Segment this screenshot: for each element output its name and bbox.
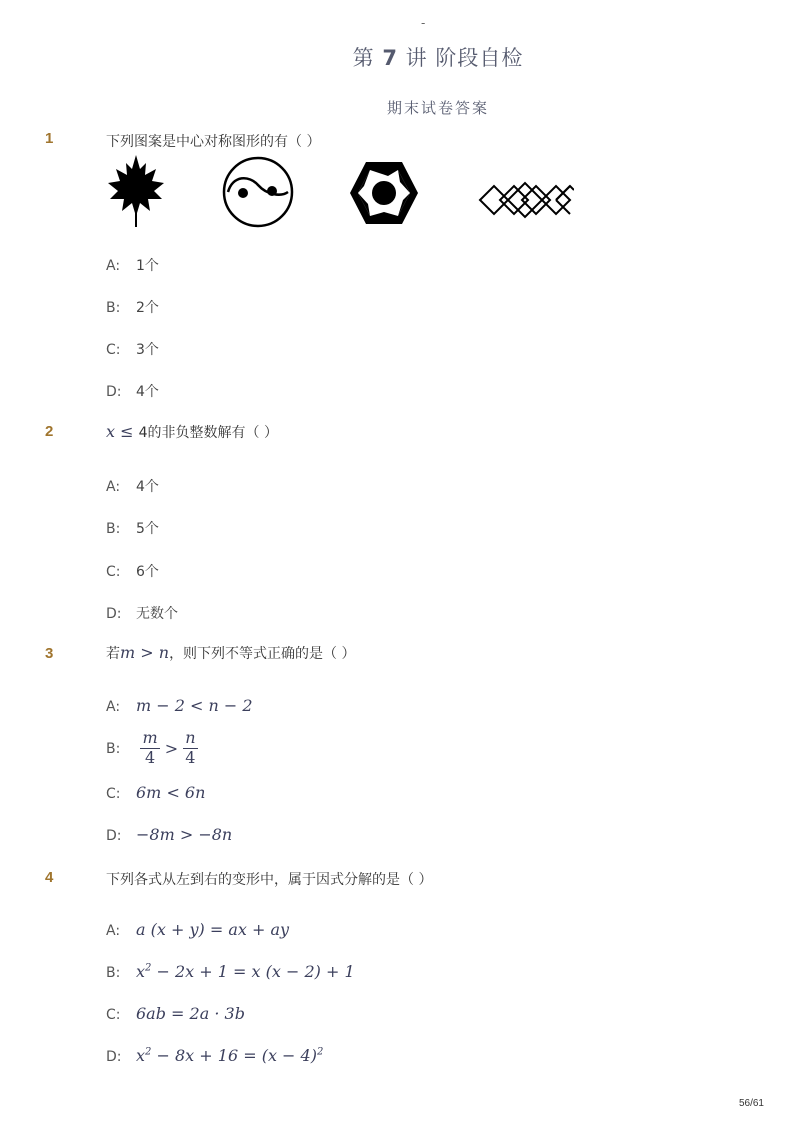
question-number: 4 (45, 869, 54, 886)
fraction: $\frac{n}{4}$ (185, 728, 196, 767)
option-a[interactable]: A: 4个 (106, 479, 159, 495)
knot-pattern-icon (476, 178, 574, 222)
question-text: 下列图案是中心对称图形的有（ ） (106, 134, 321, 150)
option-d[interactable]: D: 4个 (106, 384, 159, 400)
option-b[interactable]: B: 5个 (106, 521, 159, 537)
fraction: $\frac{m}{4}$ (142, 728, 158, 767)
option-b[interactable]: B: 2个 (106, 300, 159, 316)
option-d[interactable]: D: 无数个 (106, 606, 178, 622)
question-text: 下列各式从左到右的变形中，属于因式分解的是（ ） (106, 872, 433, 888)
page-number: 56/61 (738, 1098, 764, 1109)
maple-leaf-icon (104, 153, 168, 229)
page-subtitle: 期末试卷答案 (386, 99, 489, 117)
option-a[interactable]: A: m − 2 < n − 2 (106, 696, 253, 715)
option-c[interactable]: C: 6m < 6n (106, 783, 206, 802)
option-c[interactable]: C: 6个 (106, 564, 159, 580)
question-number: 1 (45, 130, 54, 147)
header-dash: - (421, 16, 426, 30)
question-text: x ≤ 4的非负整数解有（ ） (106, 422, 278, 441)
hexagon-circle-icon (348, 160, 420, 226)
option-d[interactable]: D: −8m > −8n (106, 825, 233, 844)
question-number: 3 (45, 645, 54, 662)
option-a[interactable]: A: a (x + y) = ax + ay (106, 920, 290, 939)
option-c[interactable]: C: 6ab = 2a · 3b (106, 1004, 245, 1023)
option-d[interactable]: D: $x^2 - 8x + 16 = (x - 4)^2$ (106, 1046, 324, 1065)
question-text: 若m > n，则下列不等式正确的是（ ） (106, 643, 356, 662)
question-number: 2 (45, 423, 54, 440)
option-c[interactable]: C: 3个 (106, 342, 159, 358)
option-b[interactable]: B: $x^2 - 2x + 1 = x$ (x − 2) + 1 (106, 962, 355, 981)
option-b[interactable]: B: $\frac{m}{4}$ > $\frac{n}{4}$ (106, 728, 196, 767)
option-a[interactable]: A: 1个 (106, 258, 159, 274)
page-title: 第 7 讲 阶段自检 (352, 46, 524, 70)
yin-yang-icon (221, 155, 295, 229)
